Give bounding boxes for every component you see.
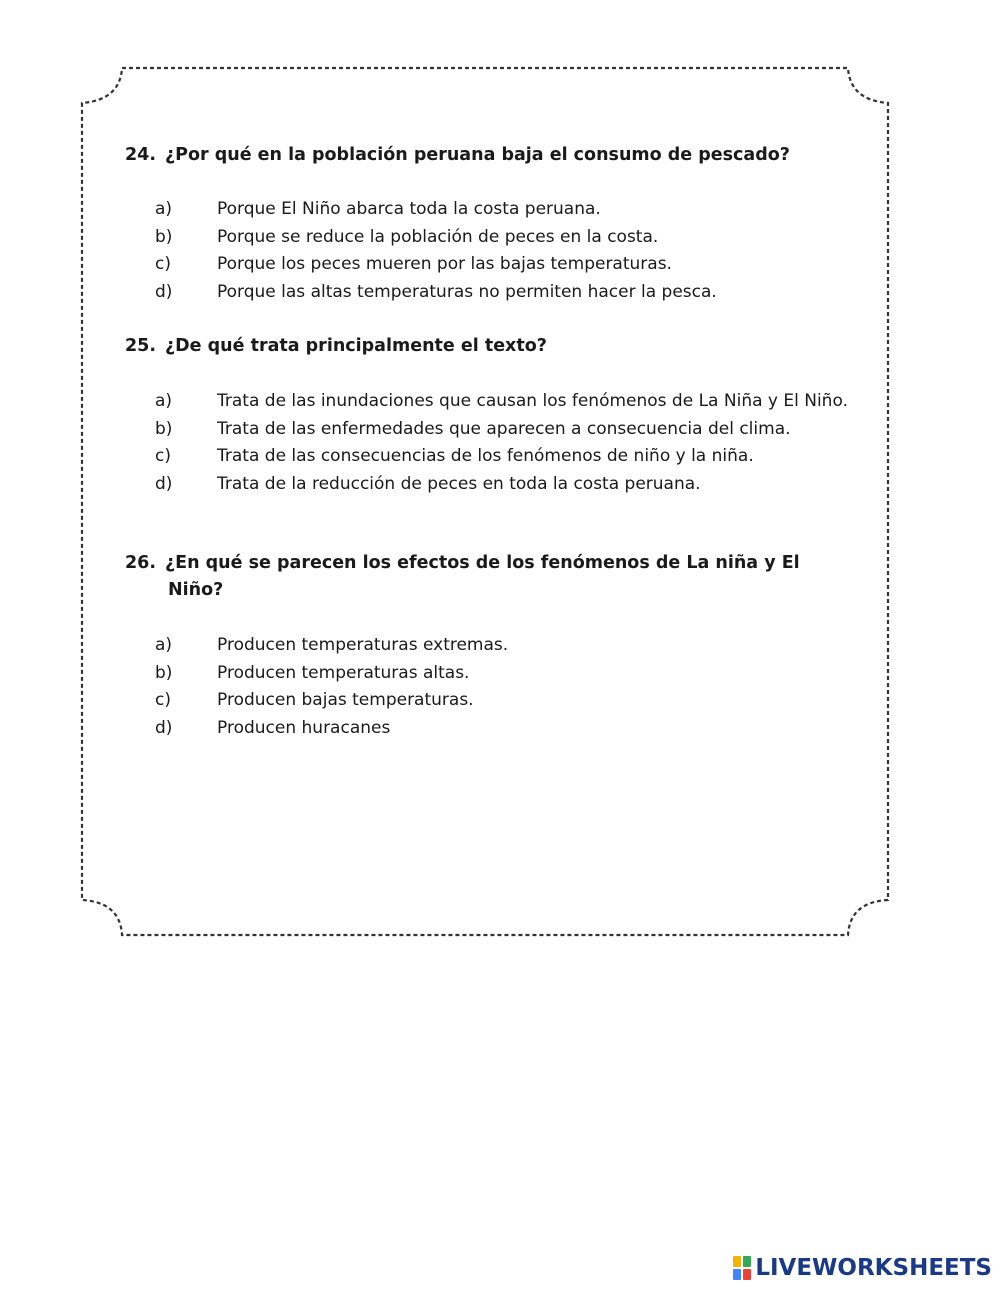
- option-letter: a): [155, 199, 173, 219]
- option-c[interactable]: [155, 687, 508, 715]
- question-26: [125, 550, 845, 604]
- option-letter: d): [155, 473, 173, 494]
- option-letter: c): [155, 446, 171, 466]
- option-c[interactable]: [155, 443, 865, 471]
- option-letter: d): [155, 717, 173, 738]
- options-26: [155, 632, 508, 742]
- option-text: Porque las altas temperaturas no permiten hacer la pesca.: [217, 281, 717, 302]
- option-letter: c): [155, 690, 171, 710]
- option-d[interactable]: [155, 279, 717, 307]
- option-b[interactable]: [155, 416, 865, 444]
- question-text-line-2: Niño?: [168, 580, 224, 600]
- option-letter: b): [155, 226, 173, 247]
- option-text: Trata de la reducción de peces en toda la costa peruana.: [217, 473, 701, 494]
- liveworksheets-logo-icon: [733, 1256, 751, 1280]
- option-b[interactable]: [155, 660, 508, 688]
- option-b[interactable]: [155, 224, 717, 252]
- option-text: Porque se reduce la población de peces en la costa.: [217, 226, 659, 247]
- option-text: Porque los peces mueren por las bajas temperaturas.: [217, 254, 672, 274]
- option-text: Producen temperaturas altas.: [217, 662, 470, 683]
- option-text: Trata de las enfermedades que aparecen a consecuencia del clima.: [217, 418, 791, 439]
- option-d[interactable]: [155, 471, 865, 499]
- option-letter: d): [155, 281, 173, 302]
- question-number: 25.: [125, 336, 157, 356]
- question-text-line-1: ¿En qué se parecen los efectos de los fenómenos de La niña y El: [165, 553, 800, 573]
- option-c[interactable]: [155, 251, 717, 279]
- question-number: 26.: [125, 553, 157, 573]
- options-25: [155, 388, 865, 498]
- option-text: Trata de las consecuencias de los fenómenos de niño y la niña.: [217, 446, 754, 466]
- option-text: Producen bajas temperaturas.: [217, 690, 474, 710]
- option-letter: b): [155, 418, 173, 439]
- option-letter: b): [155, 662, 173, 683]
- watermark-text: LIVEWORKSHEETS: [755, 1255, 992, 1281]
- question-text: ¿Por qué en la población peruana baja el consumo de pescado?: [165, 145, 790, 165]
- option-a[interactable]: [155, 388, 865, 416]
- option-text: Trata de las inundaciones que causan los fenómenos de La Niña y El Niño.: [217, 391, 848, 411]
- options-24: [155, 196, 717, 306]
- option-text: Producen huracanes: [217, 717, 391, 738]
- option-text: Porque El Niño abarca toda la costa peruana.: [217, 199, 601, 219]
- question-text: ¿De qué trata principalmente el texto?: [165, 336, 547, 356]
- option-letter: a): [155, 635, 173, 655]
- option-a[interactable]: [155, 632, 508, 660]
- option-d[interactable]: [155, 715, 508, 743]
- option-a[interactable]: [155, 196, 717, 224]
- question-24: [125, 142, 790, 169]
- option-letter: c): [155, 254, 171, 274]
- option-letter: a): [155, 391, 173, 411]
- question-25: [125, 333, 547, 360]
- option-text: Producen temperaturas extremas.: [217, 635, 509, 655]
- liveworksheets-watermark: [733, 1253, 992, 1283]
- question-number: 24.: [125, 145, 157, 165]
